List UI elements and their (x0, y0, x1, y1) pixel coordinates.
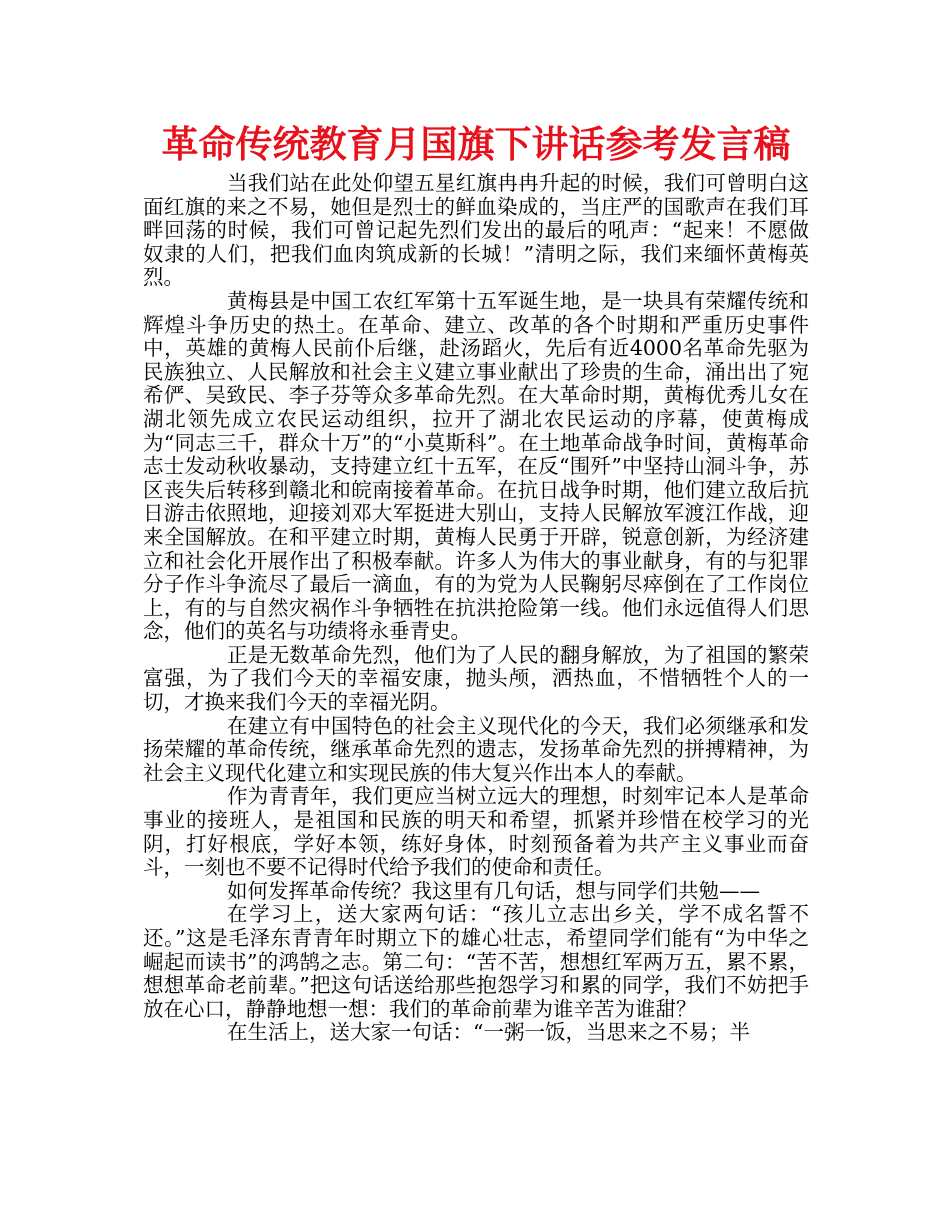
document-title: 革命传统教育月国旗下讲话参考发言稿 (161, 123, 791, 166)
document-body (143, 172, 809, 1045)
paragraph: 如何发挥革命传统？我这里有几句话，想与同学们共勉—— (227, 878, 760, 903)
paragraph: 在建立有中国特色的社会主义现代化的今天，我们必须继承和发扬荣耀的革命传统，继承革命先烈的遗志，发扬革命先烈的拼搏精神，为社会主义现代化建立和实现民族的伟大复兴作出本人的奉献。 (143, 713, 809, 785)
paragraph: 在生活上，送大家一句话：“一粥一饭，当思来之不易；半 (227, 1020, 750, 1045)
paragraph: 黄梅县是中国工农红军第十五军诞生地，是一块具有荣耀传统和辉煌斗争历史的热土。在革命、建立、改革的各个时期和严重历史事件中，英雄的黄梅人民前仆后继，赴汤蹈火，先后有近4000名革命先驱为民族独立、人民解放和社会主义建立事业献出了珍贵的生命，涌出出了宛希俨、吴致民、李子芬等众多革命先烈。在大革命时期，黄梅优秀儿女在湖北领先成立农民运动组织，拉开了湖北农民运动的序幕，使黄梅成为“同志三千，群众十万”的“小莫斯科”。在土地革命战争时间，黄梅革命志士发动秋收暴动，支持建立红十五军，在反“围歼”中坚持山洞斗争，苏区丧失后转移到赣北和皖南接着革命。在抗日战争时期，他们建立敌后抗日游击依照地，迎接刘邓大军挺进大别山，支持人民解放军渡江作战，迎来全国解放。在和平建立时期，黄梅人民勇于开辟，锐意创新，为经济建立和社会化开展作出了积极奉献。许多人为伟大的事业献身，有的与犯罪分子作斗争流尽了最后一滴血，有的为党为人民鞠躬尽瘁倒在了工作岗位上，有的与自然灾祸作斗争牺牲在抗洪抢险第一线。他们永远值得人们思念，他们的英名与功绩将永垂青史。 (143, 288, 809, 644)
document-page (143, 118, 809, 1045)
paragraph: 在学习上，送大家两句话：“孩儿立志出乡关，学不成名誓不还。”这是毛泽东青青年时期立下的雄心壮志，希望同学们能有“为中华之崛起而读书”的鸿鹄之志。第二句：“苦不苦，想想红军两万五，累不累，想想革命老前辈。”把这句话送给那些抱怨学习和累的同学，我们不妨把手放在心口，静静地想一想：我们的革命前辈为谁辛苦为谁甜？ (143, 902, 809, 1021)
paragraph: 正是无数革命先烈，他们为了人民的翻身解放，为了祖国的繁荣富强，为了我们今天的幸福安康，抛头颅，洒热血，不惜牺牲个人的一切，才换来我们今天的幸福光阴。 (143, 642, 809, 715)
paragraph: 作为青青年，我们更应当树立远大的理想，时刻牢记本人是革命事业的接班人，是祖国和民族的明天和希望，抓紧并珍惜在校学习的光阴，打好根底，学好本领，练好身体，时刻预备着为共产主义事业而奋斗，一刻也不要不记得时代给予我们的使命和责任。 (143, 784, 809, 880)
paragraph: 当我们站在此处仰望五星红旗冉冉升起的时候，我们可曾明白这面红旗的来之不易，她但是烈士的鲜血染成的，当庄严的国歌声在我们耳畔回荡的时候，我们可曾记起先烈们发出的最后的吼声：“起来！不愿做奴隶的人们，把我们血肉筑成新的长城！”清明之际，我们来缅怀黄梅英烈。 (143, 171, 809, 290)
